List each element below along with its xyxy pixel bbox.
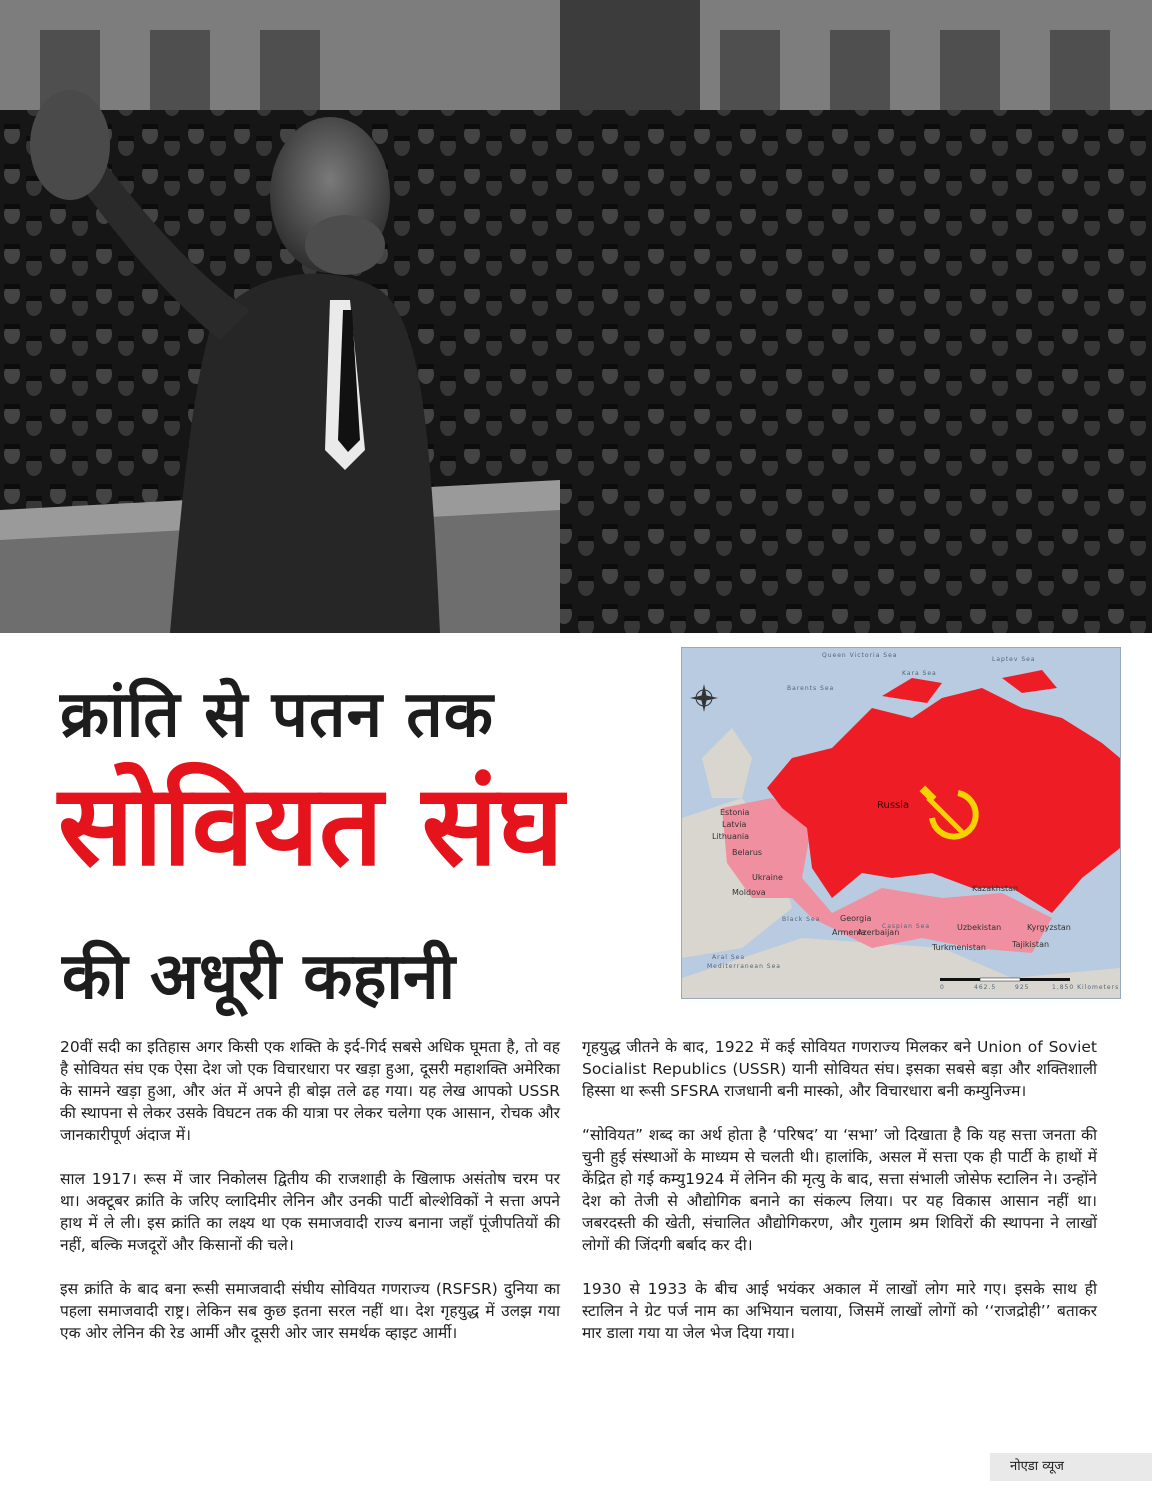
map-label-tajikistan: Tajikistan bbox=[1012, 940, 1050, 949]
ussr-map bbox=[681, 647, 1121, 999]
novaya-zemlya bbox=[882, 678, 942, 703]
scale-label: 1,850 Kilometers bbox=[1052, 984, 1120, 991]
hero-photo-illustration bbox=[0, 0, 1152, 633]
scandinavia-land bbox=[702, 728, 752, 798]
russia-area bbox=[767, 688, 1120, 913]
map-label-lithuania: Lithuania bbox=[712, 832, 750, 841]
scale-label: 0 bbox=[940, 984, 945, 991]
ussr-map-shapes bbox=[682, 648, 1120, 998]
map-label-russia: Russia bbox=[877, 800, 910, 811]
map-label-moldova: Moldova bbox=[732, 888, 766, 897]
article-column-right bbox=[582, 1036, 1097, 1366]
article-paragraph: इस क्रांति के बाद बना रूसी समाजवादी संघीय सोवियत गणराज्य (RSFSR) दुनिया का पहला समाजवादी राष्ट्र। लेकिन सब कुछ इतना सरल नहीं था। देश गृहयुद्ध में उलझ गया एक ओर लेनिन की रेड आर्मी और दूसरी ओर जार समर्थक व्हाइट आर्मी। bbox=[60, 1280, 560, 1342]
publication-tag: नोएडा व्यूज bbox=[990, 1453, 1152, 1481]
article-paragraph: गृहयुद्ध जीतने के बाद, 1922 में कई सोवियत गणराज्य मिलकर बने Union of Soviet Socialist Republics (USSR) यानी सोवियत संघ। इसका सबसे बड़ा और शक्तिशाली हिस्सा था रूसी SFSRA राजधानी बनी मास्को, और विचारधारा बनी कम्युनिज्म। bbox=[582, 1038, 1097, 1100]
headline-bottom: की अधूरी कहानी bbox=[62, 940, 456, 1014]
map-label-estonia: Estonia bbox=[720, 808, 750, 817]
sea-label: Black Sea bbox=[782, 916, 821, 923]
article-paragraph: 20वीं सदी का इतिहास अगर किसी एक शक्ति के इर्द-गिर्द सबसे अधिक घूमता है, तो वह है सोवियत संघ एक ऐसा देश जो एक विचारधारा पर खड़ा हुआ, दूसरी महाशक्ति अमेरिका के सामने खड़ा हुआ, और अंत में अपने ही बोझ तले ढह गया। यह लेख आपको USSR की स्थापना से लेकर उसके विघटन तक की यात्रा पर लेकर चलेगा एक आसान, रोचक और जानकारीपूर्ण अंदाज में। bbox=[60, 1038, 560, 1144]
sea-label: Aral Sea bbox=[712, 954, 745, 961]
hero-photo bbox=[0, 0, 1152, 633]
article-column-left bbox=[60, 1036, 560, 1366]
scale-bar bbox=[940, 978, 1070, 981]
map-label-armenia: Armenia bbox=[832, 928, 866, 937]
map-label-turkmenistan: Turkmenistan bbox=[932, 943, 986, 952]
map-label-uzbekistan: Uzbekistan bbox=[957, 923, 1002, 932]
headline-main: सोवियत संघ bbox=[58, 761, 564, 891]
sea-label: Mediterranean Sea bbox=[707, 963, 781, 970]
scale-label: 925 bbox=[1015, 984, 1030, 991]
sea-label: Kara Sea bbox=[902, 670, 937, 677]
map-label-ukraine: Ukraine bbox=[752, 873, 783, 882]
article-paragraph: 1930 से 1933 के बीच आई भयंकर अकाल में लाखों लोग मारे गए। इसके साथ ही स्टालिन ने ग्रेट पर्ज नाम का अभियान चलाया, जिसमें लाखों लोगों को ‘‘राजद्रोही’’ बताकर मार डाला गया या जेल भेज दिया गया। bbox=[582, 1280, 1097, 1342]
map-label-georgia: Georgia bbox=[840, 914, 872, 923]
sea-label: Barents Sea bbox=[787, 685, 835, 692]
sea-label: Queen Victoria Sea bbox=[822, 652, 898, 659]
article-paragraph: “सोवियत” शब्द का अर्थ होता है ‘परिषद’ या ‘सभा’ जो दिखाता है कि यह सत्ता जनता की चुनी हुई संस्थाओं के माध्यम से चलती थी। हालांकि, असल में सत्ता एक ही पार्टी के हाथों में केंद्रित हो गई कम्यु1924 में लेनिन की मृत्यु के बाद, सत्ता संभाली जोसेफ स्टालिन ने। उन्होंने देश को तेजी से औद्योगिक बनाने का संकल्प लिया। पर यह विकास आसान नहीं था। जबरदस्ती की खेती, संचालित औद्योगिकरण, और गुलाम श्रम शिविरों की स्थापना ने लाखों लोगों की जिंदगी बर्बाद कर दी। bbox=[582, 1126, 1097, 1254]
map-label-kazakhstan: Kazakhstan bbox=[972, 884, 1019, 893]
map-label-azerbaijan: Azerbaijan bbox=[857, 928, 900, 937]
sea-label: Laptev Sea bbox=[992, 656, 1036, 663]
sea-label: Caspian Sea bbox=[882, 923, 931, 930]
map-label-latvia: Latvia bbox=[722, 820, 747, 829]
map-label-kyrgyzstan: Kyrgyzstan bbox=[1027, 923, 1071, 932]
arctic-islands bbox=[1002, 670, 1057, 693]
headline-top: क्रांति से पतन तक bbox=[60, 678, 494, 752]
article-paragraph: साल 1917। रूस में जार निकोलस द्वितीय की राजशाही के खिलाफ असंतोष चरम पर था। अक्टूबर क्रांति के जरिए व्लादिमीर लेनिन और उनकी पार्टी बोल्शेविकों ने सत्ता अपने हाथ में ले ली। इस क्रांति का लक्ष्य था एक समाजवादी राज्य बनाना जहाँ पूंजीपतियों की नहीं, बल्कि मजदूरों और किसानों की चले। bbox=[60, 1170, 560, 1254]
map-label-belarus: Belarus bbox=[732, 848, 763, 857]
compass-rose-icon bbox=[690, 684, 718, 712]
scale-label: 462.5 bbox=[974, 984, 997, 991]
